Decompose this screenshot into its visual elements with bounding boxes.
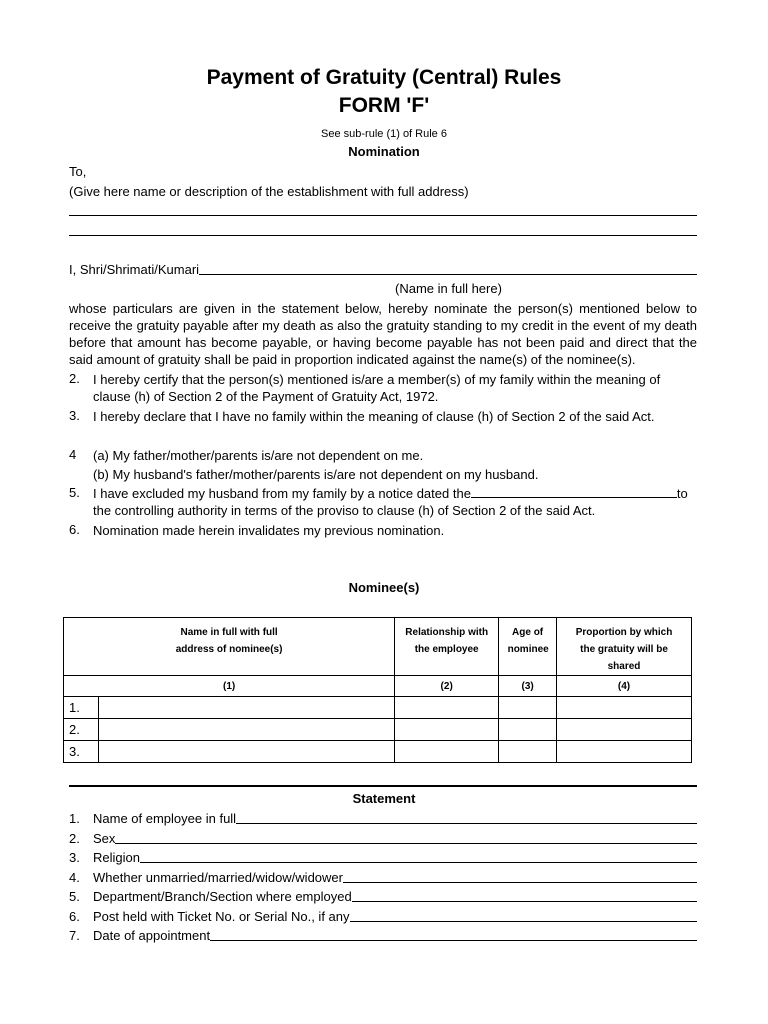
clause-3-text: I hereby declare that I have no family within the meaning of clause (h) of Section 2 of the said Act.	[93, 409, 655, 424]
post-held-field[interactable]	[350, 921, 698, 922]
clause-5-text-c: the controlling authority in terms of the proviso to clause (h) of Section 2 of the said Act.	[93, 503, 596, 518]
statement-item-label: Name of employee in full	[93, 811, 237, 826]
name-in-full-caption: (Name in full here)	[395, 281, 502, 296]
statement-item-label: Department/Branch/Section where employed	[93, 889, 352, 904]
row-number: 2.	[64, 719, 99, 741]
statement-item-number: 4.	[69, 870, 80, 885]
statement-item-number: 5.	[69, 889, 80, 904]
statement-item-label: Whether unmarried/married/widow/widower	[93, 870, 343, 885]
notice-date-field[interactable]	[471, 485, 677, 498]
statement-item-number: 2.	[69, 831, 80, 846]
col-relationship-header: Relationship with the employee	[395, 618, 499, 676]
clause-3-number: 3.	[69, 408, 80, 423]
nominee-age-cell[interactable]	[499, 741, 557, 763]
col-index-4: (4)	[557, 676, 692, 697]
clause-6-text: Nomination made herein invalidates my previous nomination.	[93, 523, 445, 538]
declarant-label: I, Shri/Shrimati/Kumari	[69, 262, 200, 277]
religion-field[interactable]	[140, 862, 697, 863]
form-title: Payment of Gratuity (Central) Rules	[206, 66, 562, 89]
clause-2-text: I hereby certify that the person(s) mentioned is/are a member(s) of my family within the meaning of clause (h) of Section 2 of the Payment of Gratuity Act, 1972.	[93, 372, 661, 404]
statement-item-label: Religion	[93, 850, 140, 865]
sex-field[interactable]	[115, 843, 697, 844]
clause-4b-text: (b) My husband's father/mother/parents is/are not dependent on my husband.	[93, 467, 539, 482]
statement-heading: Statement	[352, 791, 416, 806]
col-age-header: Age of nominee	[499, 618, 557, 676]
nominee-name-cell[interactable]	[98, 719, 394, 741]
row-number: 3.	[64, 741, 99, 763]
appointment-date-field[interactable]	[210, 940, 697, 941]
department-field[interactable]	[352, 901, 697, 902]
clause-5-text-a: I have excluded my husband from my family by a notice dated the	[93, 486, 471, 501]
table-index-row	[64, 676, 692, 697]
form-number: FORM 'F'	[338, 94, 430, 117]
to-label: To,	[69, 164, 87, 179]
clause-6-number: 6.	[69, 522, 80, 537]
statement-item-marital-status	[69, 868, 697, 885]
statement-item-sex	[69, 829, 697, 846]
statement-item-number: 1.	[69, 811, 80, 826]
statement-item-label: Sex	[93, 831, 116, 846]
nominee-relationship-cell[interactable]	[395, 719, 499, 741]
establishment-address-line-2[interactable]	[69, 235, 697, 236]
nominee-relationship-cell[interactable]	[395, 741, 499, 763]
nominee-age-cell[interactable]	[499, 719, 557, 741]
clause-4a-text: (a) My father/mother/parents is/are not dependent on me.	[93, 448, 424, 463]
declarant-name-field[interactable]	[199, 274, 697, 275]
table-row	[64, 697, 692, 719]
nominee-proportion-cell[interactable]	[557, 697, 692, 719]
employee-name-field[interactable]	[236, 823, 697, 824]
statement-item-employee-name	[69, 809, 697, 826]
nominee-name-cell[interactable]	[98, 697, 394, 719]
statement-item-number: 3.	[69, 850, 80, 865]
nominee-name-cell[interactable]	[98, 741, 394, 763]
establishment-instruction: (Give here name or description of the establishment with full address)	[69, 184, 469, 199]
nominee-proportion-cell[interactable]	[557, 719, 692, 741]
col-index-1: (1)	[64, 676, 395, 697]
section-divider	[69, 785, 697, 787]
nominees-heading: Nominee(s)	[348, 580, 420, 595]
marital-status-field[interactable]	[343, 882, 697, 883]
statement-item-number: 7.	[69, 928, 80, 943]
table-row	[64, 719, 692, 741]
clause-2-number: 2.	[69, 371, 80, 386]
sub-rule-reference: See sub-rule (1) of Rule 6	[321, 128, 447, 140]
nomination-heading: Nomination	[348, 144, 420, 159]
statement-item-label: Date of appointment	[93, 928, 211, 943]
statement-item-label: Post held with Ticket No. or Serial No., if any	[93, 909, 350, 924]
nominee-relationship-cell[interactable]	[395, 697, 499, 719]
nominee-proportion-cell[interactable]	[557, 741, 692, 763]
clause-5-text-b: to	[676, 486, 688, 501]
establishment-address-line-1[interactable]	[69, 215, 697, 216]
col-index-2: (2)	[395, 676, 499, 697]
col-proportion-header: Proportion by which the gratuity will be shared	[557, 618, 692, 676]
nominee-age-cell[interactable]	[499, 697, 557, 719]
clause-4-number: 4	[69, 447, 77, 462]
col-index-3: (3)	[499, 676, 557, 697]
table-header-row	[64, 618, 692, 676]
nominees-table	[63, 617, 692, 763]
statement-item-religion	[69, 848, 697, 865]
statement-item-department	[69, 887, 697, 904]
clause-5-line-1	[93, 485, 698, 502]
table-row	[64, 741, 692, 763]
statement-item-appointment-date	[69, 926, 697, 943]
statement-item-post-held	[69, 907, 697, 924]
col-name-address-header: Name in full with full address of nominee(s)	[64, 618, 395, 676]
clause-5-number: 5.	[69, 485, 80, 500]
row-number: 1.	[64, 697, 99, 719]
nomination-paragraph: whose particulars are given in the statement below, hereby nominate the person(s) mentioned below to receive the gratuity payable after my death as also the gratuity standing to my credit in the event of my death before that amount has become payable, or having become payable has not been paid and direct that the said amount of gratuity shall be paid in proportion indicated against the name(s) of the nominee(s).	[69, 301, 697, 367]
statement-item-number: 6.	[69, 909, 80, 924]
